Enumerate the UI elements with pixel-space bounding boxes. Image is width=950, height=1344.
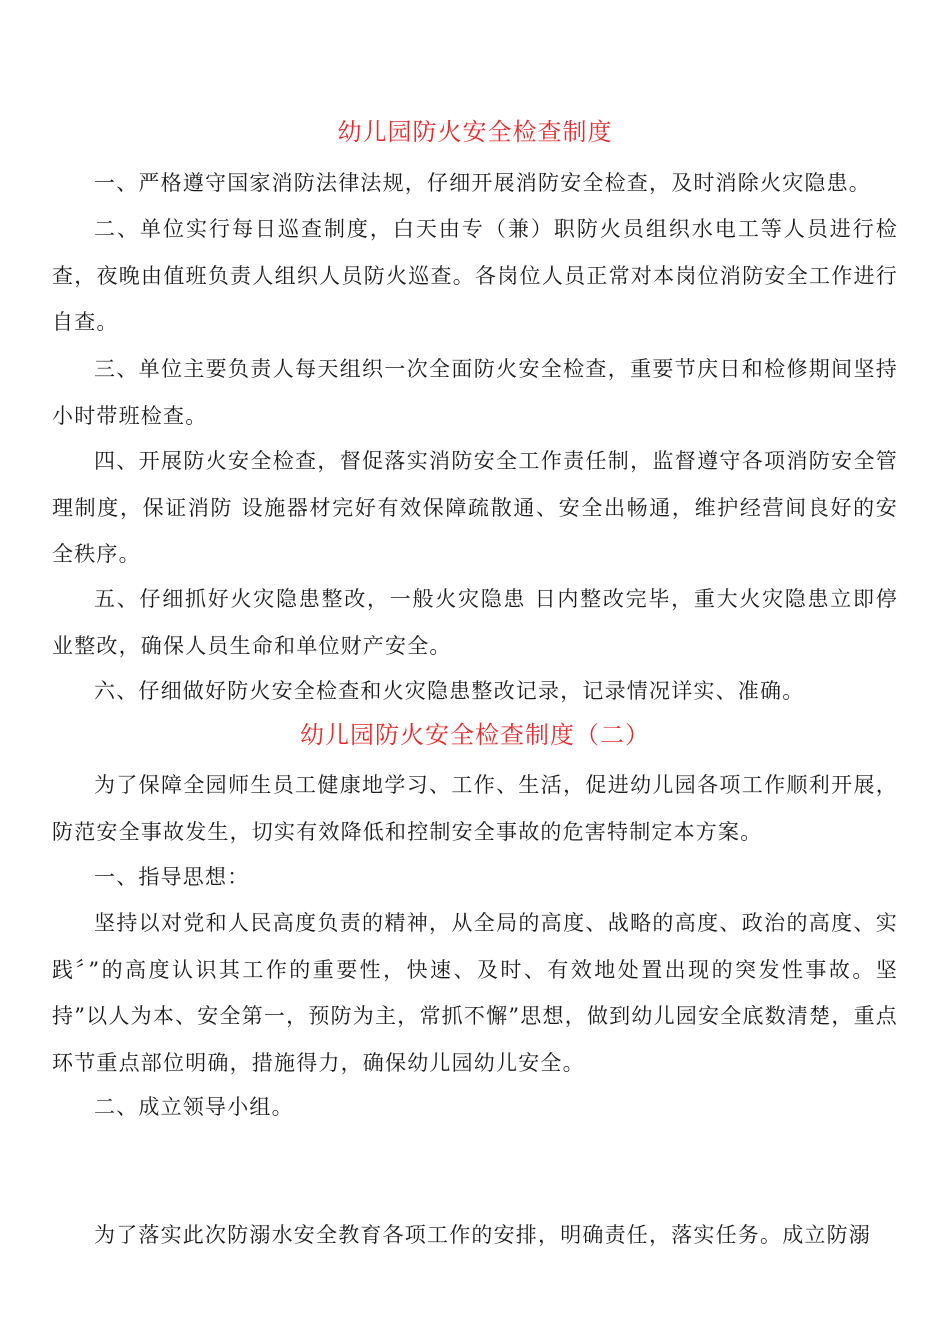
paragraph-rule-6: 六、仔细做好防火安全检查和火灾隐患整改记录，记录情况详实、准确。 xyxy=(94,679,805,703)
paragraph-drowning-prevention: 为了落实此次防溺水安全教育各项工作的安排，明确责任，落实任务。成立防溺 xyxy=(94,1223,871,1247)
paragraph-rule-3: 三、单位主要负责人每天组织一次全面防火安全检查，重要节庆日和检修期间坚持 小时带班检查。 xyxy=(52,357,898,428)
paragraph-guiding-ideology: 坚持以对党和人民高度负责的精神，从全局的高度、战略的高度、政治的高度、实践〞”的高度认识其工作的重要性，快速、及时、有效地处置出现的突发性事故。坚持”以人为本、安全第一，预防为主，常抓不懈”思想，做到幼儿园安全底数清楚，重点环节重点部位明确，措施得力，确保幼儿园幼儿安全。 xyxy=(52,911,898,1075)
paragraph-rule-4: 四、开展防火安全检查，督促落实消防安全工作责任制，监督遵守各项消防安全管理制度，保证消防 设施器材完好有效保障疏散通、安全出畅通，维护经营间良好的安全秩序。 xyxy=(52,449,898,566)
document-title: 幼儿园防火安全检查制度 xyxy=(337,118,613,146)
paragraph-rule-1: 一、严格遵守国家消防法律法规，仔细开展消防安全检查，及时消除火灾隐患。 xyxy=(94,171,871,195)
paragraph-intro: 为了保障全园师生员工健康地学习、工作、生活，促进幼儿园各项工作顺利开展，防范安全事故发生，切实有效降低和控制安全事故的危害特制定本方案。 xyxy=(52,773,898,844)
paragraph-rule-2: 二、单位实行每日巡查制度，白天由专（兼）职防火员组织水电工等人员进行检查，夜晚由值班负责人组织人员防火巡查。各岗位人员正常对本岗位消防安全工作进行自查。 xyxy=(52,217,898,334)
section-title-2: 幼儿园防火安全检查制度（二） xyxy=(300,721,650,749)
paragraph-heading-leadership-group: 二、成立领导小组。 xyxy=(94,1095,294,1119)
paragraph-rule-5: 五、仔细抓好火灾隐患整改，一般火灾隐患 日内整改完毕，重大火灾隐患立即停业整改，确保人员生命和单位财产安全。 xyxy=(52,587,898,658)
paragraph-heading-guiding-ideology: 一、指导思想： xyxy=(94,865,250,889)
